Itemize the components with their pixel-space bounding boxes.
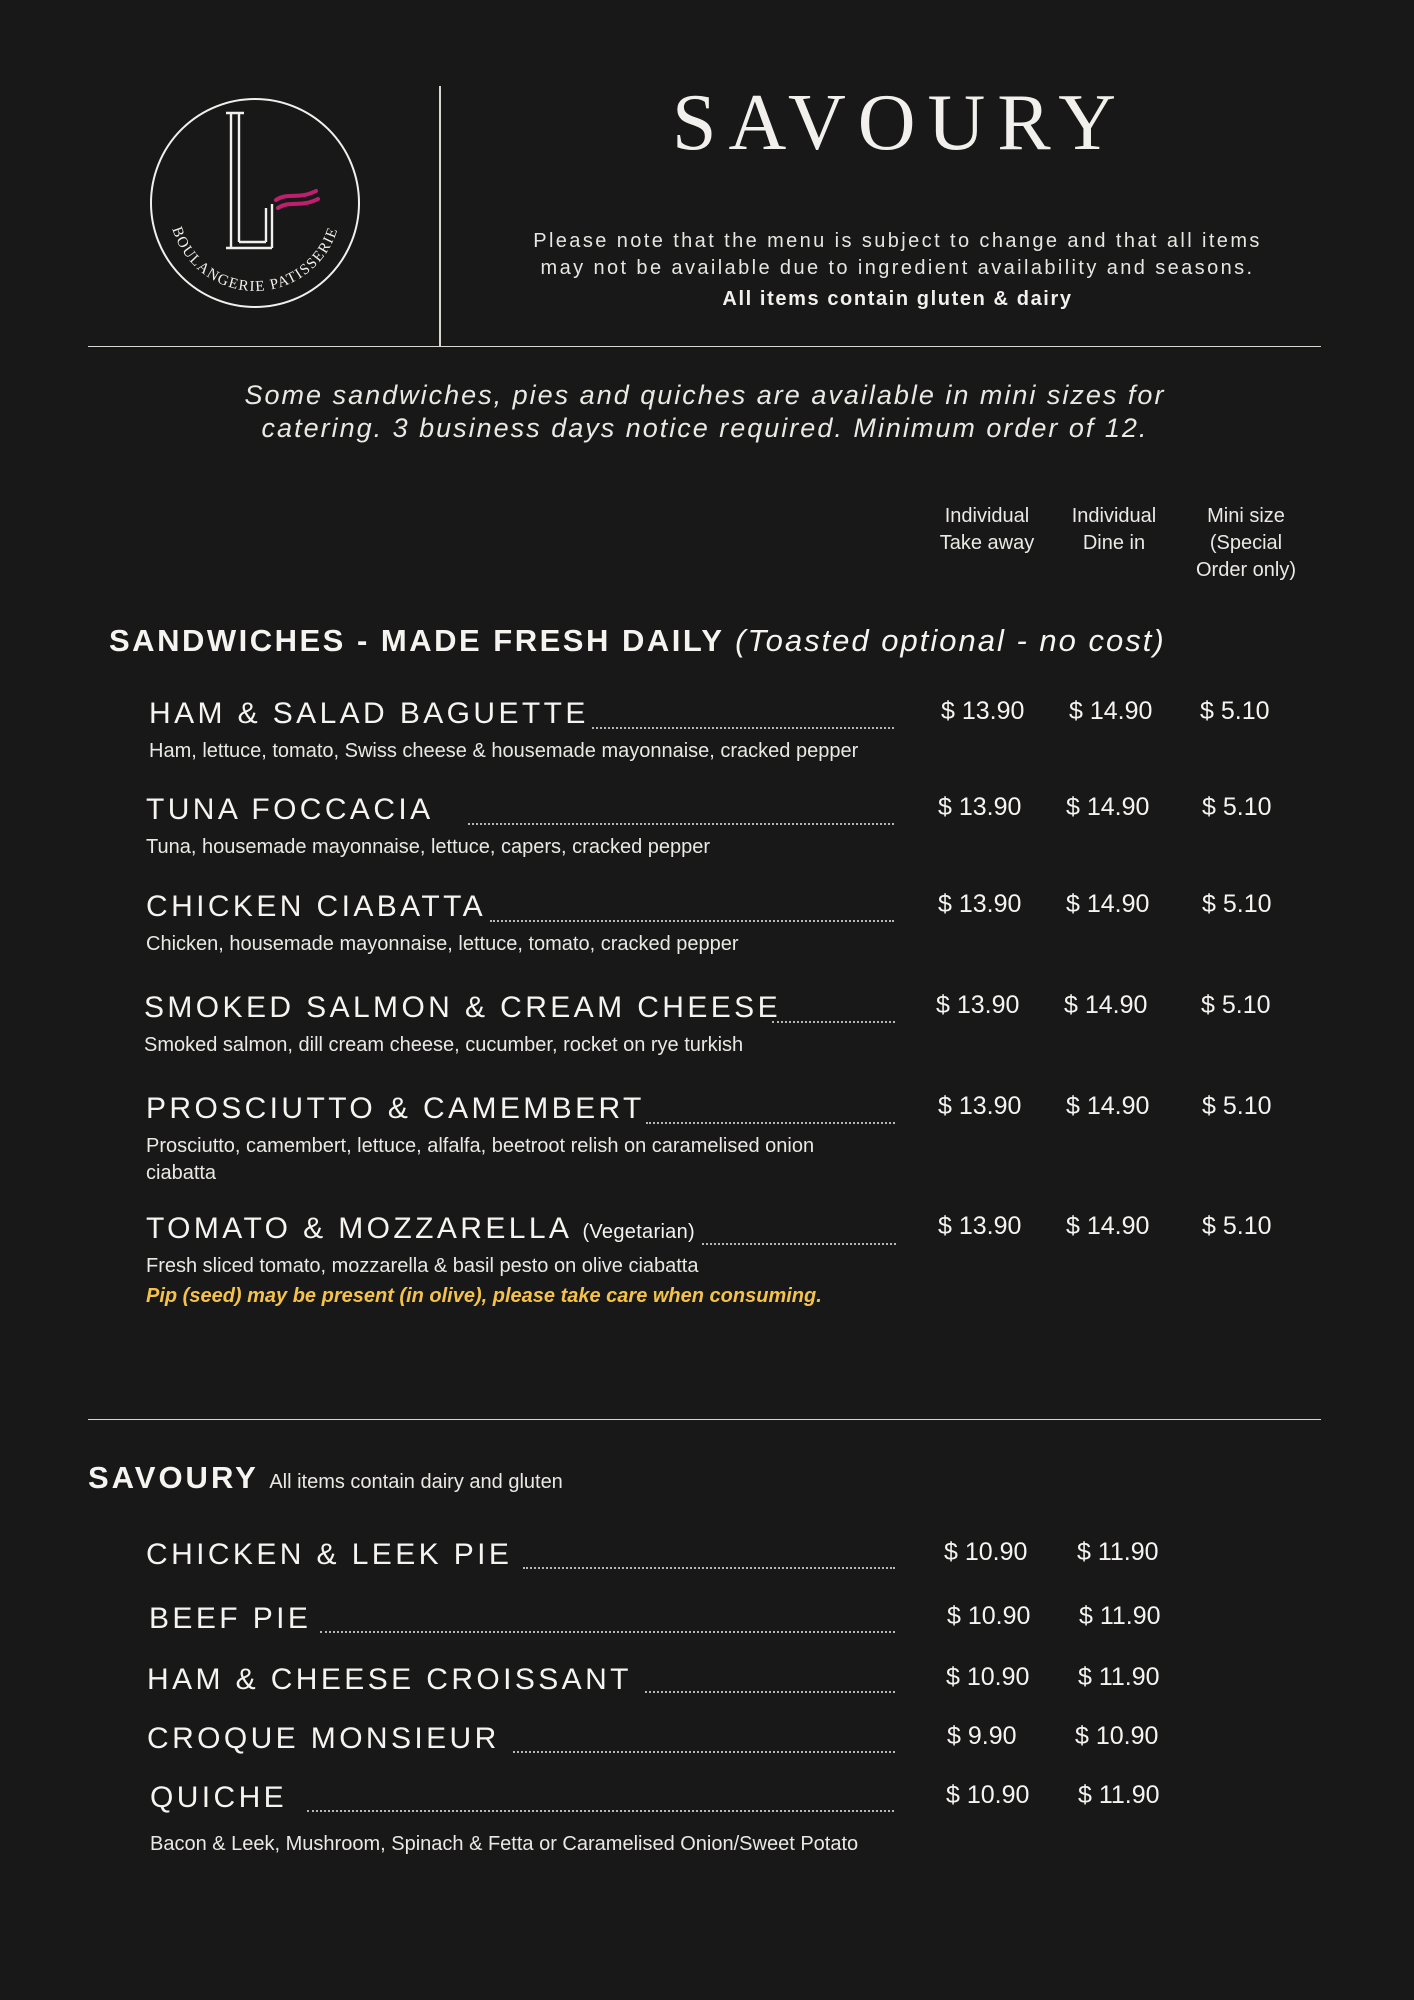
price-takeaway: $ 10.90 [944, 1538, 1028, 1566]
item-name: QUICHE [150, 1781, 288, 1814]
dot-leader [702, 1243, 896, 1245]
dot-leader [523, 1567, 895, 1569]
price-mini: $ 5.10 [1201, 991, 1271, 1019]
price-mini: $ 5.10 [1200, 697, 1270, 725]
price-takeaway: $ 13.90 [936, 991, 1020, 1019]
item-description: Fresh sliced tomato, mozzarella & basil pesto on olive ciabatta [146, 1255, 699, 1277]
price-mini: $ 5.10 [1202, 1092, 1272, 1120]
price-dinein: $ 11.90 [1077, 1538, 1159, 1566]
header-divider [88, 346, 1321, 347]
price-takeaway: $ 10.90 [947, 1602, 1031, 1630]
price-takeaway: $ 13.90 [941, 697, 1025, 725]
bakery-logo [148, 96, 362, 310]
sandwiches-heading [109, 623, 1166, 659]
item-name: PROSCIUTTO & CAMEMBERT [146, 1092, 645, 1125]
price-takeaway: $ 10.90 [946, 1663, 1030, 1691]
dot-leader [513, 1751, 895, 1753]
item-name: HAM & CHEESE CROISSANT [147, 1663, 632, 1696]
olive-pip-warning: Pip (seed) may be present (in olive), please take care when consuming. [146, 1285, 822, 1307]
savoury-subtitle: All items contain dairy and gluten [269, 1471, 563, 1493]
sandwiches-title: SANDWICHES - MADE FRESH DAILY [109, 623, 725, 658]
catering-note: Some sandwiches, pies and quiches are available in mini sizes for catering. 3 business days notice required. Minimum order of 12. [244, 380, 1166, 443]
savoury-heading [88, 1460, 563, 1496]
header-divider-vertical [439, 86, 441, 346]
price-takeaway: $ 10.90 [946, 1781, 1030, 1809]
price-dinein: $ 14.90 [1066, 890, 1150, 918]
item-name: CROQUE MONSIEUR [147, 1722, 500, 1755]
item-name: TOMATO & MOZZARELLA (Vegetarian) [146, 1212, 695, 1245]
dot-leader [772, 1021, 895, 1023]
item-description: Prosciutto, camembert, lettuce, alfalfa, beetroot relish on caramelised onion ciabatta [146, 1135, 815, 1184]
price-mini: $ 5.10 [1202, 793, 1272, 821]
column-header-takeaway: Individual Take away [939, 505, 1035, 554]
allergen-note: All items contain gluten & dairy [722, 288, 1073, 310]
price-takeaway: $ 9.90 [947, 1722, 1017, 1750]
item-description: Ham, lettuce, tomato, Swiss cheese & housemade mayonnaise, cracked pepper [149, 740, 859, 762]
column-header-dinein: Individual Dine in [1071, 505, 1157, 554]
column-header-mini: Mini size (Special Order only) [1195, 505, 1297, 581]
dot-leader [468, 823, 894, 825]
page-title: SAVOURY [672, 79, 1128, 167]
item-name: HAM & SALAD BAGUETTE [149, 697, 589, 730]
price-dinein: $ 14.90 [1064, 991, 1148, 1019]
price-dinein: $ 14.90 [1066, 1212, 1150, 1240]
price-takeaway: $ 13.90 [938, 793, 1022, 821]
price-mini: $ 5.10 [1202, 1212, 1272, 1240]
price-dinein: $ 11.90 [1078, 1663, 1160, 1691]
price-dinein: $ 10.90 [1075, 1722, 1159, 1750]
price-takeaway: $ 13.90 [938, 1212, 1022, 1240]
logo-text: BOULANGERIE PATISSERIE [168, 224, 342, 296]
vegetarian-tag: (Vegetarian) [582, 1221, 695, 1243]
quiche-flavours: Bacon & Leek, Mushroom, Spinach & Fetta or Caramelised Onion/Sweet Potato [150, 1833, 859, 1855]
item-name: BEEF PIE [149, 1602, 312, 1635]
section-divider [88, 1419, 1321, 1420]
price-mini: $ 5.10 [1202, 890, 1272, 918]
price-dinein: $ 11.90 [1079, 1602, 1161, 1630]
item-description: Tuna, housemade mayonnaise, lettuce, capers, cracked pepper [146, 836, 711, 858]
dot-leader [645, 1691, 895, 1693]
item-name: TUNA FOCCACIA [146, 793, 434, 826]
svg-text:BOULANGERIE PATISSERIE [168, 225, 341, 295]
price-dinein: $ 14.90 [1066, 1092, 1150, 1120]
sandwiches-subtitle: (Toasted optional - no cost) [735, 623, 1166, 658]
price-dinein: $ 14.90 [1069, 697, 1153, 725]
item-name: CHICKEN & LEEK PIE [146, 1538, 513, 1571]
dot-leader [646, 1122, 895, 1124]
savoury-title: SAVOURY [88, 1460, 259, 1495]
dot-leader [490, 920, 894, 922]
dot-leader [307, 1810, 894, 1812]
item-description: Smoked salmon, dill cream cheese, cucumber, rocket on rye turkish [144, 1034, 744, 1056]
item-description: Chicken, housemade mayonnaise, lettuce, tomato, cracked pepper [146, 933, 739, 955]
price-takeaway: $ 13.90 [938, 890, 1022, 918]
dot-leader [320, 1631, 895, 1633]
logo-flourish-icon [276, 191, 318, 208]
menu-change-note: Please note that the menu is subject to change and that all items may not be available due to ingredient availability and seasons. [533, 230, 1262, 279]
logo-letter-l-icon [226, 113, 272, 248]
price-dinein: $ 11.90 [1078, 1781, 1160, 1809]
price-takeaway: $ 13.90 [938, 1092, 1022, 1120]
dot-leader [592, 727, 894, 729]
item-name: SMOKED SALMON & CREAM CHEESE [144, 991, 781, 1024]
price-dinein: $ 14.90 [1066, 793, 1150, 821]
item-name: CHICKEN CIABATTA [146, 890, 486, 923]
